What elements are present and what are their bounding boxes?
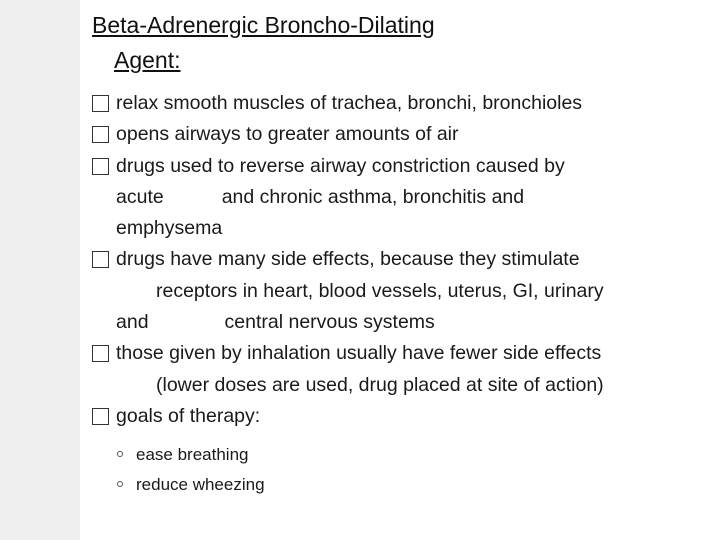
sub-bullet-item [116, 440, 265, 470]
bullet-text-fragment: and [116, 311, 149, 334]
bullet-item [92, 119, 718, 150]
square-bullet-icon [92, 126, 109, 143]
bullet-text-continuation [116, 307, 718, 338]
bullet-item [92, 244, 718, 338]
square-bullet-icon [92, 251, 109, 268]
square-bullet-icon [92, 158, 109, 175]
square-bullet-icon [92, 345, 109, 362]
sub-bullet-text: reduce wheezing [136, 474, 265, 494]
ring-bullet-icon [117, 481, 123, 487]
title-line-1: Beta-Adrenergic Broncho-Dilating [92, 12, 435, 38]
slide-title [92, 8, 652, 78]
left-sidebar-bar [0, 0, 80, 540]
square-bullet-icon [92, 95, 109, 112]
bullet-text: goals of therapy: [116, 404, 261, 427]
title-line-2: Agent: [114, 47, 181, 73]
bullet-text: drugs used to reverse airway constriction caused by [116, 154, 565, 177]
bullet-text-continuation: receptors in heart, blood vessels, uterus, GI, urinary [156, 279, 604, 302]
sub-bullet-item [116, 470, 265, 500]
sub-bullet-text: ease breathing [136, 445, 249, 464]
bullet-list [92, 88, 718, 432]
bullet-text: opens airways to greater amounts of air [116, 123, 459, 146]
bullet-text-continuation [116, 182, 718, 213]
bullet-item [92, 88, 718, 119]
bullet-item [92, 151, 718, 245]
bullet-text-continuation: (lower doses are used, drug placed at site of action) [156, 373, 604, 396]
bullet-text-fragment: and chronic asthma, bronchitis and [221, 185, 525, 208]
bullet-text: relax smooth muscles of trachea, bronchi, bronchioles [116, 92, 583, 114]
bullet-item [92, 338, 718, 401]
square-bullet-icon [92, 408, 109, 425]
bullet-item [92, 401, 718, 432]
bullet-text: drugs have many side effects, because they stimulate [116, 248, 580, 271]
bullet-text-continuation: emphysema [116, 217, 223, 240]
bullet-text-fragment: central nervous systems [224, 311, 435, 334]
ring-bullet-icon [117, 451, 123, 457]
bullet-text: those given by inhalation usually have fewer side effects [116, 342, 602, 365]
sub-bullet-list [116, 440, 265, 499]
bullet-text-fragment: acute [116, 185, 164, 208]
